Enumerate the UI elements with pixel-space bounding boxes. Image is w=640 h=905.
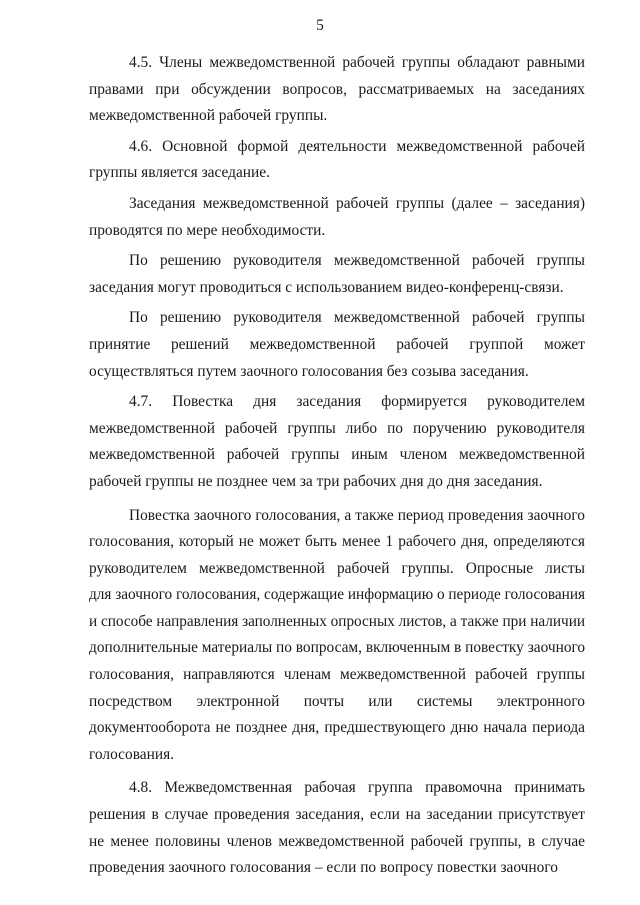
text-line: решения в случае проведения заседания, если на заседании присутствует: [89, 806, 585, 824]
text-line: и способе направления заполненных опросных листов, а также при наличии: [89, 612, 585, 630]
text-line: 4.6. Основной формой деятельности межведомственной рабочей: [129, 137, 585, 155]
paragraph-4-6: [89, 134, 585, 187]
text-line: не менее половины членов межведомственной рабочей группы, в случае: [89, 832, 585, 850]
text-line: посредством электронной почты или системы электронного: [89, 692, 585, 710]
paragraph-meetings: [89, 191, 585, 244]
text-line: 4.8. Межведомственная рабочая группа правомочна принимать: [129, 779, 585, 797]
paragraph-video-conference: [89, 248, 585, 301]
text-line: осуществляться путем заочного голосования без созыва заседания.: [89, 362, 529, 380]
text-line: проведения заочного голосования – если по вопросу повестки заочного: [89, 859, 558, 877]
text-line: голосования, направляются членам межведомственной рабочей группы: [89, 666, 585, 684]
text-line: заседания могут проводиться с использованием видео-конференц-связи.: [89, 278, 564, 296]
text-line: проводятся по мере необходимости.: [89, 221, 326, 239]
text-line: рабочей группы не позднее чем за три рабочих дня до дня заседания.: [89, 472, 543, 490]
page-number: 5: [316, 17, 324, 34]
paragraph-4-7: [89, 389, 585, 495]
document-body: [89, 50, 585, 886]
text-line: Заседания межведомственной рабочей группы (далее – заседания): [129, 194, 585, 212]
text-line: руководителем межведомственной рабочей группы. Опросные листы: [89, 559, 585, 577]
paragraph-absentee-decision: [89, 305, 585, 385]
text-line: дополнительные материалы по вопросам, включенным в повестку заочного: [89, 639, 586, 657]
text-line: межведомственной рабочей группы либо по поручению руководителя: [89, 419, 585, 437]
text-line: межведомственной рабочей группы.: [89, 107, 328, 125]
text-line: для заочного голосования, содержащие информацию о периоде голосования: [89, 586, 585, 604]
paragraph-absentee-agenda: [89, 503, 585, 769]
text-line: 4.5. Члены межведомственной рабочей группы обладают равными: [129, 54, 585, 71]
text-line: По решению руководителя межведомственной рабочей группы: [129, 309, 585, 327]
text-line: документооборота не позднее дня, предшествующего дню начала периода: [89, 719, 585, 737]
paragraph-4-8: [89, 775, 585, 881]
text-line: По решению руководителя межведомственной рабочей группы: [129, 252, 585, 270]
text-line: Повестка заочного голосования, а также период проведения заочного: [129, 506, 585, 524]
text-line: голосования, который не может быть менее 1 рабочего дня, определяются: [89, 533, 585, 551]
text-line: голосования.: [89, 745, 175, 763]
text-line: принятие решений межведомственной рабочей группой может: [89, 335, 585, 353]
text-line: межведомственной рабочей группы иным членом межведомственной: [89, 446, 585, 464]
text-line: группы является заседание.: [89, 164, 270, 182]
text-line: правами при обсуждении вопросов, рассматриваемых на заседаниях: [89, 80, 585, 98]
text-line: 4.7. Повестка дня заседания формируется руководителем: [129, 393, 585, 411]
paragraph-4-5: [89, 50, 585, 130]
